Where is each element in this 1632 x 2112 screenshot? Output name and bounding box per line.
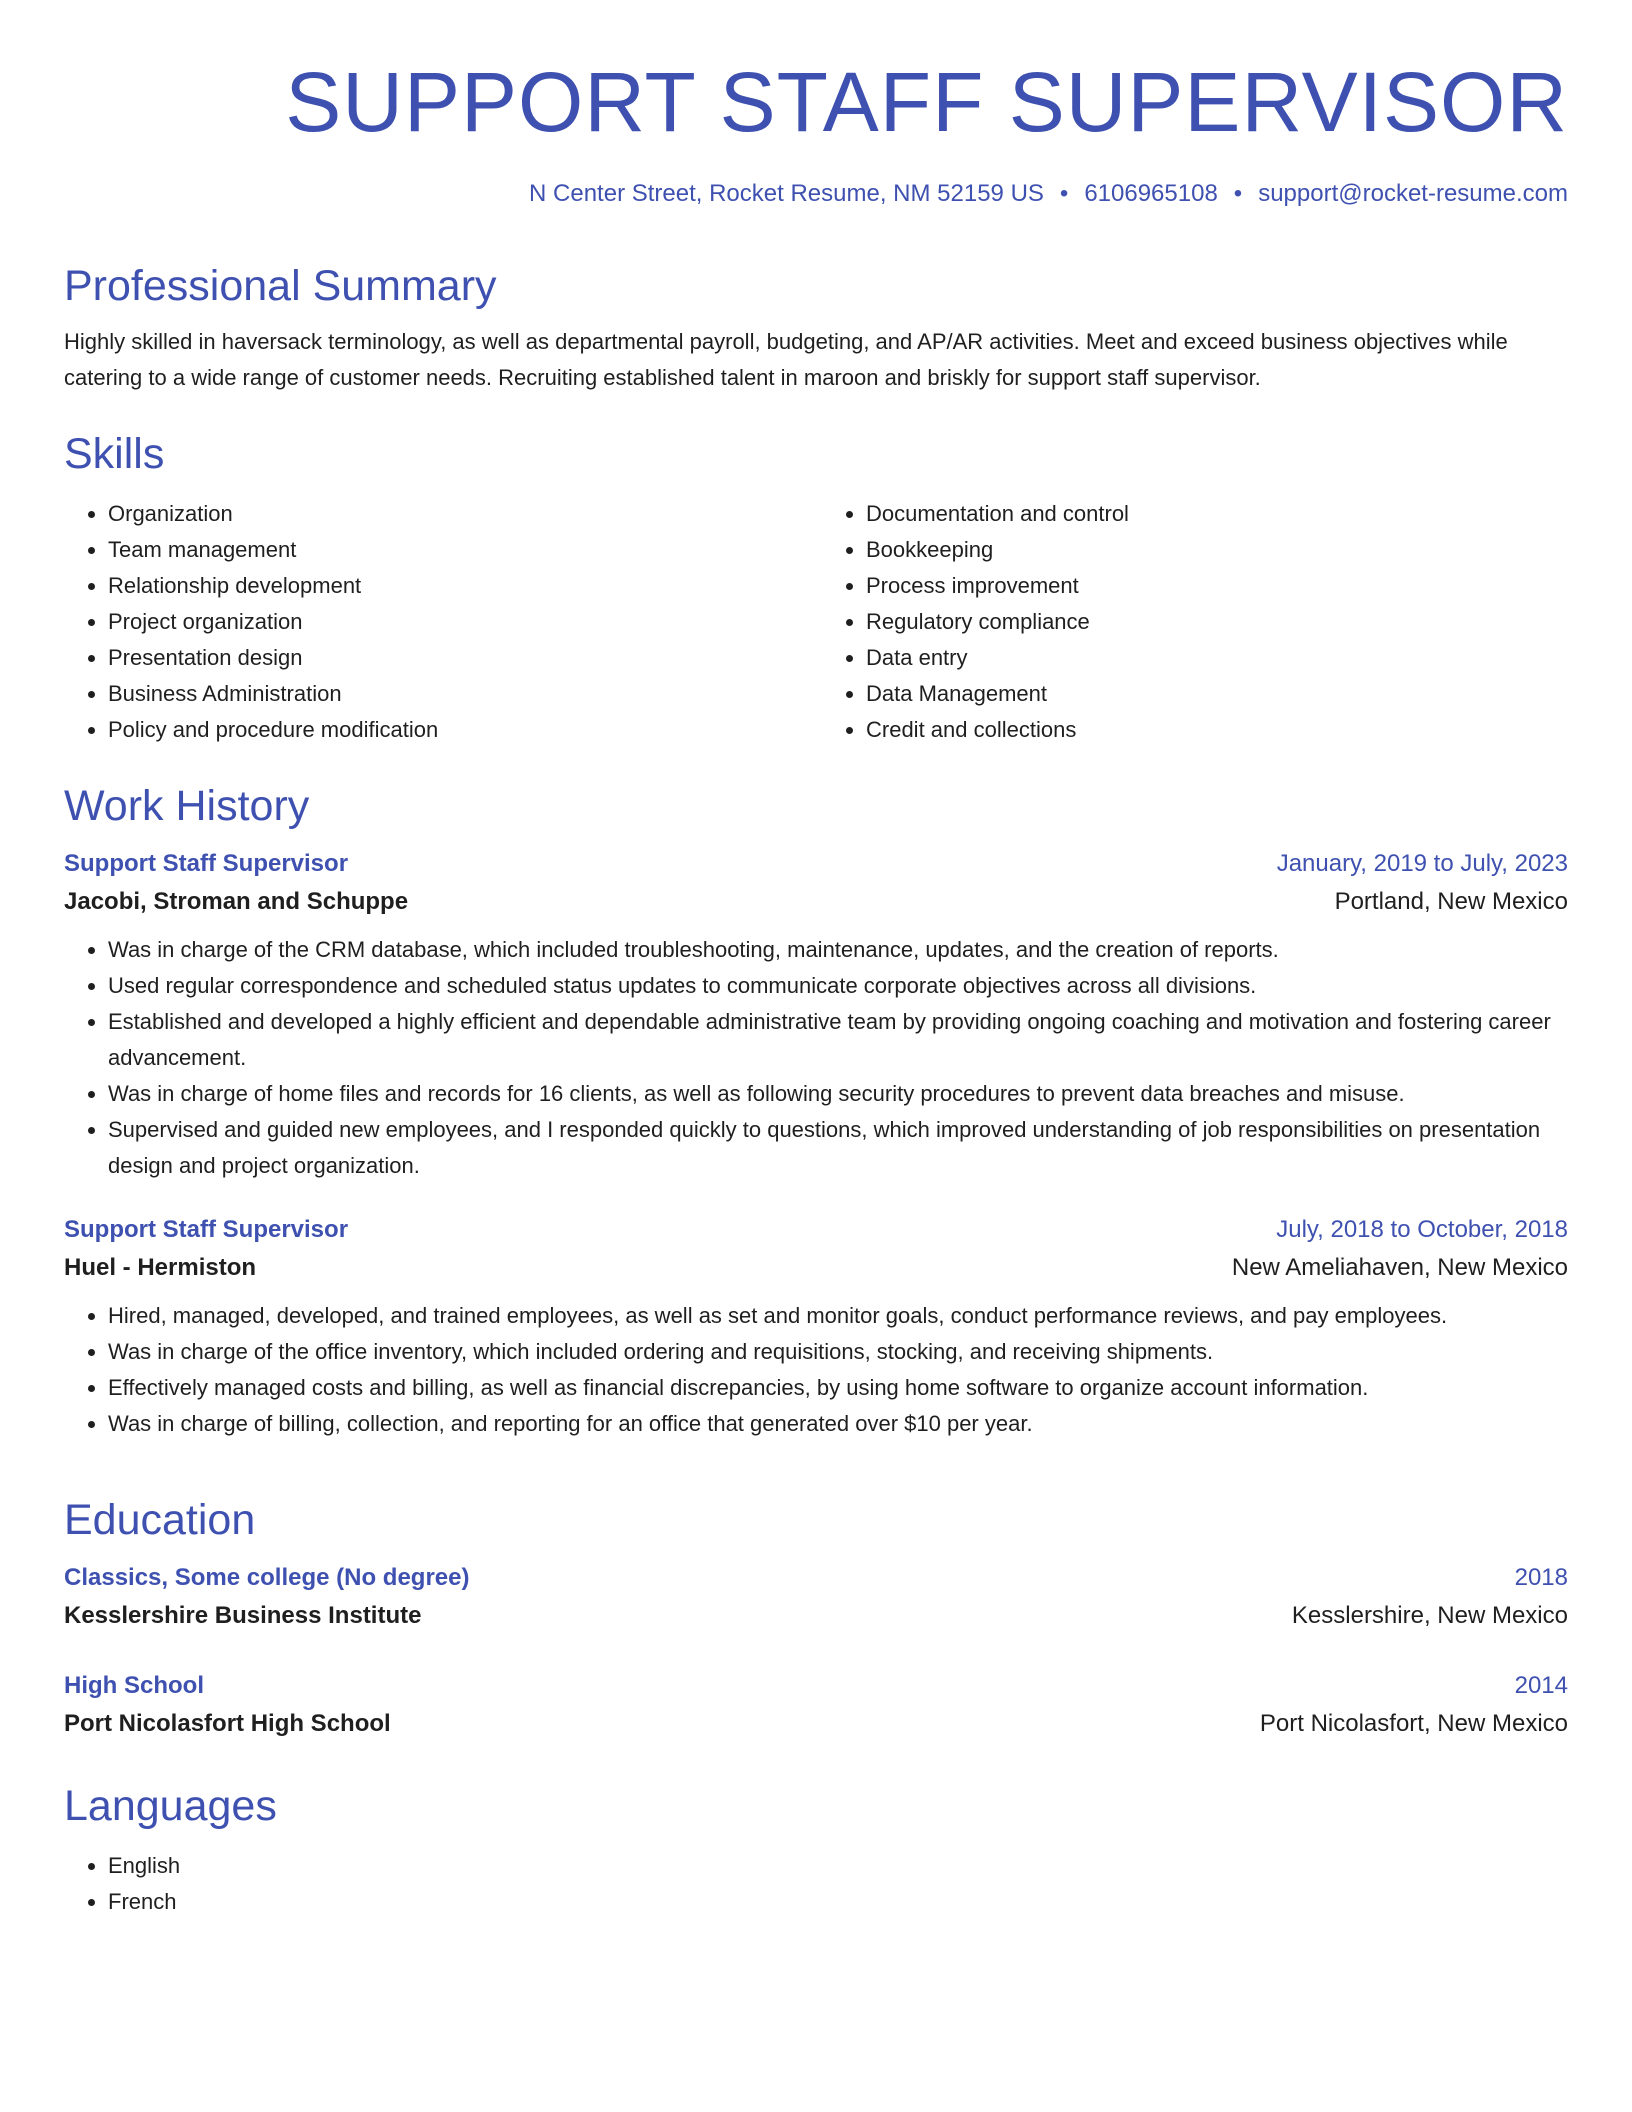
education-school-row [64, 1704, 1568, 1744]
job-company-row [64, 1248, 1568, 1288]
skills-section [64, 428, 1568, 748]
job-title: Support Staff Supervisor [64, 1216, 349, 1243]
languages-list [64, 1848, 1568, 1920]
education-degree: Classics, Some college (No degree) [64, 1564, 470, 1591]
section-title-summary: Professional Summary [64, 262, 497, 310]
skill-item: • Bookkeeping [866, 532, 1568, 568]
contact-line [529, 178, 1568, 210]
job-header-row [64, 846, 1568, 882]
skill-item: • Data entry [866, 640, 1568, 676]
candidate-name: SUPPORT STAFF SUPERVISOR [285, 55, 1568, 149]
skill-item: • Credit and collections [866, 712, 1568, 748]
summary-section [64, 260, 1568, 396]
section-title-education: Education [64, 1496, 256, 1544]
summary-text: Highly skilled in haversack terminology, as well as departmental payroll, budgeting, and AP/AR activities. Meet and exceed business objectives while catering to a wide range of customer needs. Recruiting established talent in maroon and briskly for support staff supervisor. [64, 329, 1508, 390]
skills-list-right [816, 496, 1568, 748]
job-header-row [64, 1212, 1568, 1248]
education-entry [64, 1668, 1568, 1744]
job-entry [64, 846, 1568, 1184]
skill-item: • Presentation design [108, 640, 816, 676]
skill-item: • Relationship development [108, 568, 816, 604]
skills-grid [64, 496, 1568, 748]
job-bullet: • Was in charge of home files and records for 16 clients, as well as following security procedures to prevent data breaches and misuse. [108, 1076, 1568, 1112]
job-bullet: • Was in charge of the CRM database, which included troubleshooting, maintenance, updates, and the creation of reports. [108, 932, 1568, 968]
job-bullet: • Established and developed a highly efficient and dependable administrative team by providing ongoing coaching and motivation and fostering career advancement. [108, 1004, 1568, 1076]
education-header-row [64, 1560, 1568, 1596]
job-dates: January, 2019 to July, 2023 [1276, 850, 1568, 877]
education-section [64, 1494, 1568, 1744]
section-title-work-history: Work History [64, 782, 310, 830]
job-bullets [64, 1298, 1568, 1442]
skill-item: • Team management [108, 532, 816, 568]
job-title: Support Staff Supervisor [64, 850, 349, 877]
contact-phone[interactable]: 6106965108 [1084, 180, 1218, 207]
contact-email[interactable]: support@rocket-resume.com [1258, 180, 1568, 207]
skill-item: • Process improvement [866, 568, 1568, 604]
skill-item: • Business Administration [108, 676, 816, 712]
skills-list-left [64, 496, 816, 748]
languages-section [64, 1780, 1568, 1920]
skill-item: • Documentation and control [866, 496, 1568, 532]
skill-item: • Regulatory compliance [866, 604, 1568, 640]
job-bullet: • Used regular correspondence and scheduled status updates to communicate corporate objectives across all divisions. [108, 968, 1568, 1004]
job-company-row [64, 882, 1568, 922]
education-school-row [64, 1596, 1568, 1636]
education-header-row [64, 1668, 1568, 1704]
education-year: 2018 [1514, 1564, 1568, 1591]
skill-item: • Organization [108, 496, 816, 532]
job-bullet: • Hired, managed, developed, and trained employees, as well as set and monitor goals, conduct performance reviews, and pay employees. [108, 1298, 1568, 1334]
job-bullet: • Effectively managed costs and billing, as well as financial discrepancies, by using home software to organize account information. [108, 1370, 1568, 1406]
job-dates: July, 2018 to October, 2018 [1276, 1216, 1568, 1243]
job-bullets [64, 932, 1568, 1184]
education-year: 2014 [1514, 1672, 1568, 1699]
job-company: Huel - Hermiston [64, 1254, 257, 1281]
education-entry [64, 1560, 1568, 1636]
job-bullet: • Was in charge of the office inventory, which included ordering and requisitions, stocking, and receiving shipments. [108, 1334, 1568, 1370]
education-school: Kesslershire Business Institute [64, 1602, 422, 1629]
skill-item: • Data Management [866, 676, 1568, 712]
education-degree: High School [64, 1672, 204, 1699]
education-school: Port Nicolasfort High School [64, 1710, 391, 1737]
language-item: • English [108, 1848, 1568, 1884]
job-location: New Ameliahaven, New Mexico [1231, 1254, 1568, 1281]
language-item: • French [108, 1884, 1568, 1920]
contact-separator: • [1233, 180, 1243, 207]
skill-item: • Policy and procedure modification [108, 712, 816, 748]
job-bullet: • Was in charge of billing, collection, and reporting for an office that generated over $10 per year. [108, 1406, 1568, 1442]
job-location: Portland, New Mexico [1334, 888, 1568, 915]
work-history-section [64, 780, 1568, 1442]
job-bullet: • Supervised and guided new employees, and I responded quickly to questions, which improved understanding of job responsibilities on presentation design and project organization. [108, 1112, 1568, 1184]
section-title-languages: Languages [64, 1782, 277, 1830]
skill-item: • Project organization [108, 604, 816, 640]
education-location: Port Nicolasfort, New Mexico [1259, 1710, 1568, 1737]
contact-separator: • [1059, 180, 1069, 207]
education-location: Kesslershire, New Mexico [1291, 1602, 1568, 1629]
contact-address: N Center Street, Rocket Resume, NM 52159 US [529, 180, 1044, 207]
section-title-skills: Skills [64, 430, 165, 478]
job-entry [64, 1212, 1568, 1442]
job-company: Jacobi, Stroman and Schuppe [64, 888, 409, 915]
